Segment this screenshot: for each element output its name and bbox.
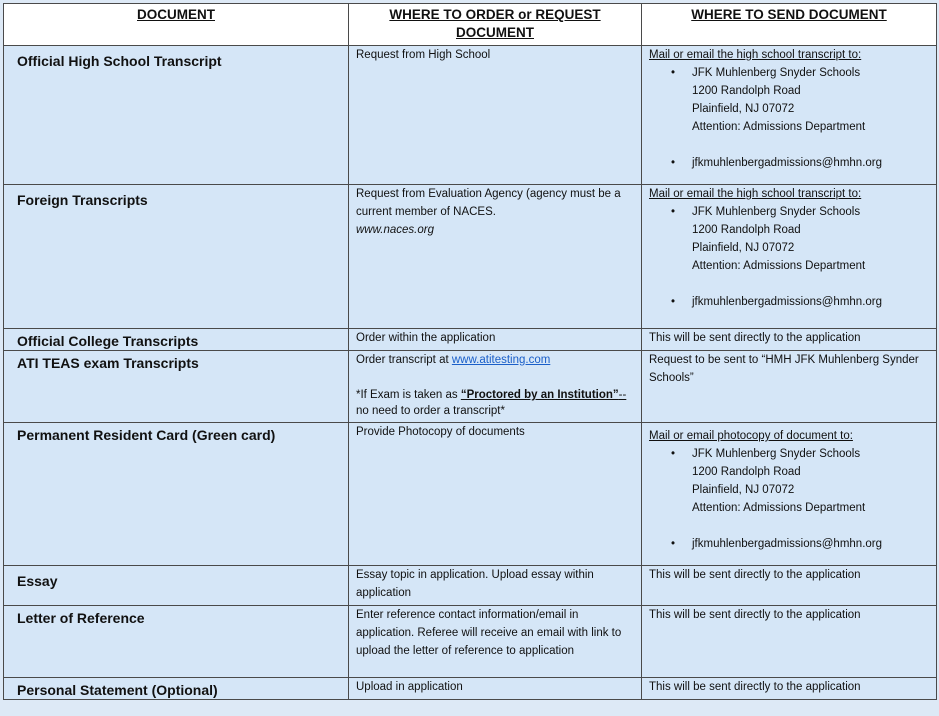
note-prefix: *If Exam is taken as	[356, 389, 461, 401]
table-row	[4, 185, 937, 329]
address-line-1: JFK Muhlenberg Snyder Schools	[692, 206, 861, 218]
note-bold: “Proctored by an Institution”	[460, 389, 619, 401]
bullet-icon: •	[671, 67, 676, 79]
address-line-4: Attention: Admissions Department	[692, 121, 866, 133]
send-intro: Mail or email the high school transcript to:	[649, 49, 862, 61]
address-line-3: Plainfield, NJ 07072	[692, 242, 795, 254]
order-cell: Essay topic in application. Upload essay within application	[349, 566, 642, 606]
address-line-2: 1200 Randolph Road	[692, 224, 801, 236]
order-cell: Provide Photocopy of documents	[349, 423, 642, 566]
table-row	[4, 606, 937, 678]
table-row	[4, 351, 937, 423]
order-cell: Order within the application	[349, 329, 642, 351]
send-cell	[642, 185, 937, 329]
admissions-email: jfkmuhlenbergadmissions@hmhn.org	[692, 538, 883, 550]
document-cell: Foreign Transcripts	[4, 185, 349, 329]
send-cell: This will be sent directly to the application	[642, 678, 937, 700]
send-cell: This will be sent directly to the application	[642, 566, 937, 606]
bullet-icon: •	[671, 296, 676, 308]
document-cell: Official College Transcripts	[4, 329, 349, 351]
table-row	[4, 329, 937, 351]
bullet-icon: •	[671, 157, 676, 169]
table-row	[4, 566, 937, 606]
document-cell: Letter of Reference	[4, 606, 349, 678]
order-cell	[349, 185, 642, 329]
bullet-icon: •	[671, 538, 676, 550]
document-cell: Permanent Resident Card (Green card)	[4, 423, 349, 566]
table-row	[4, 678, 937, 700]
address-line-2: 1200 Randolph Road	[692, 85, 801, 97]
bullet-icon: •	[671, 206, 676, 218]
note-suffix: no need to order a transcript*	[356, 405, 505, 417]
order-text: Request from Evaluation Agency (agency must be a current member of NACES.	[356, 188, 621, 218]
send-intro: Mail or email the high school transcript to:	[649, 188, 862, 200]
address-line-1: JFK Muhlenberg Snyder Schools	[692, 67, 861, 79]
naces-website: www.naces.org	[356, 224, 434, 236]
send-cell	[642, 46, 937, 185]
send-cell	[642, 423, 937, 566]
document-cell: ATI TEAS exam Transcripts	[4, 351, 349, 423]
order-cell: Enter reference contact information/email in application. Referee will receive an email with link to upload the letter of reference to application	[349, 606, 642, 678]
address-line-1: JFK Muhlenberg Snyder Schools	[692, 448, 861, 460]
requirements-table	[3, 3, 937, 700]
table-header-row	[4, 4, 937, 46]
header-document: DOCUMENT	[4, 4, 349, 46]
address-line-4: Attention: Admissions Department	[692, 260, 866, 272]
address-line-2: 1200 Randolph Road	[692, 466, 801, 478]
document-cell: Personal Statement (Optional)	[4, 678, 349, 700]
table-row	[4, 46, 937, 185]
address-line-4: Attention: Admissions Department	[692, 502, 866, 514]
order-prefix: Order transcript at	[356, 354, 452, 366]
table-row	[4, 423, 937, 566]
bullet-icon: •	[671, 448, 676, 460]
send-cell: Request to be sent to “HMH JFK Muhlenberg Synder Schools”	[642, 351, 937, 423]
send-cell: This will be sent directly to the application	[642, 606, 937, 678]
address-line-3: Plainfield, NJ 07072	[692, 484, 795, 496]
admissions-email: jfkmuhlenbergadmissions@hmhn.org	[692, 157, 883, 169]
document-cell: Official High School Transcript	[4, 46, 349, 185]
admissions-email: jfkmuhlenbergadmissions@hmhn.org	[692, 296, 883, 308]
order-cell	[349, 351, 642, 423]
atitesting-link[interactable]: www.atitesting.com	[451, 354, 551, 366]
document-cell: Essay	[4, 566, 349, 606]
note-dash: --	[618, 389, 627, 401]
header-where-to-send: WHERE TO SEND DOCUMENT	[642, 4, 937, 46]
order-cell: Request from High School	[349, 46, 642, 185]
send-intro: Mail or email photocopy of document to:	[649, 430, 853, 442]
header-where-to-order: WHERE TO ORDER or REQUEST DOCUMENT	[349, 4, 642, 46]
address-line-3: Plainfield, NJ 07072	[692, 103, 795, 115]
order-cell: Upload in application	[349, 678, 642, 700]
send-cell: This will be sent directly to the application	[642, 329, 937, 351]
